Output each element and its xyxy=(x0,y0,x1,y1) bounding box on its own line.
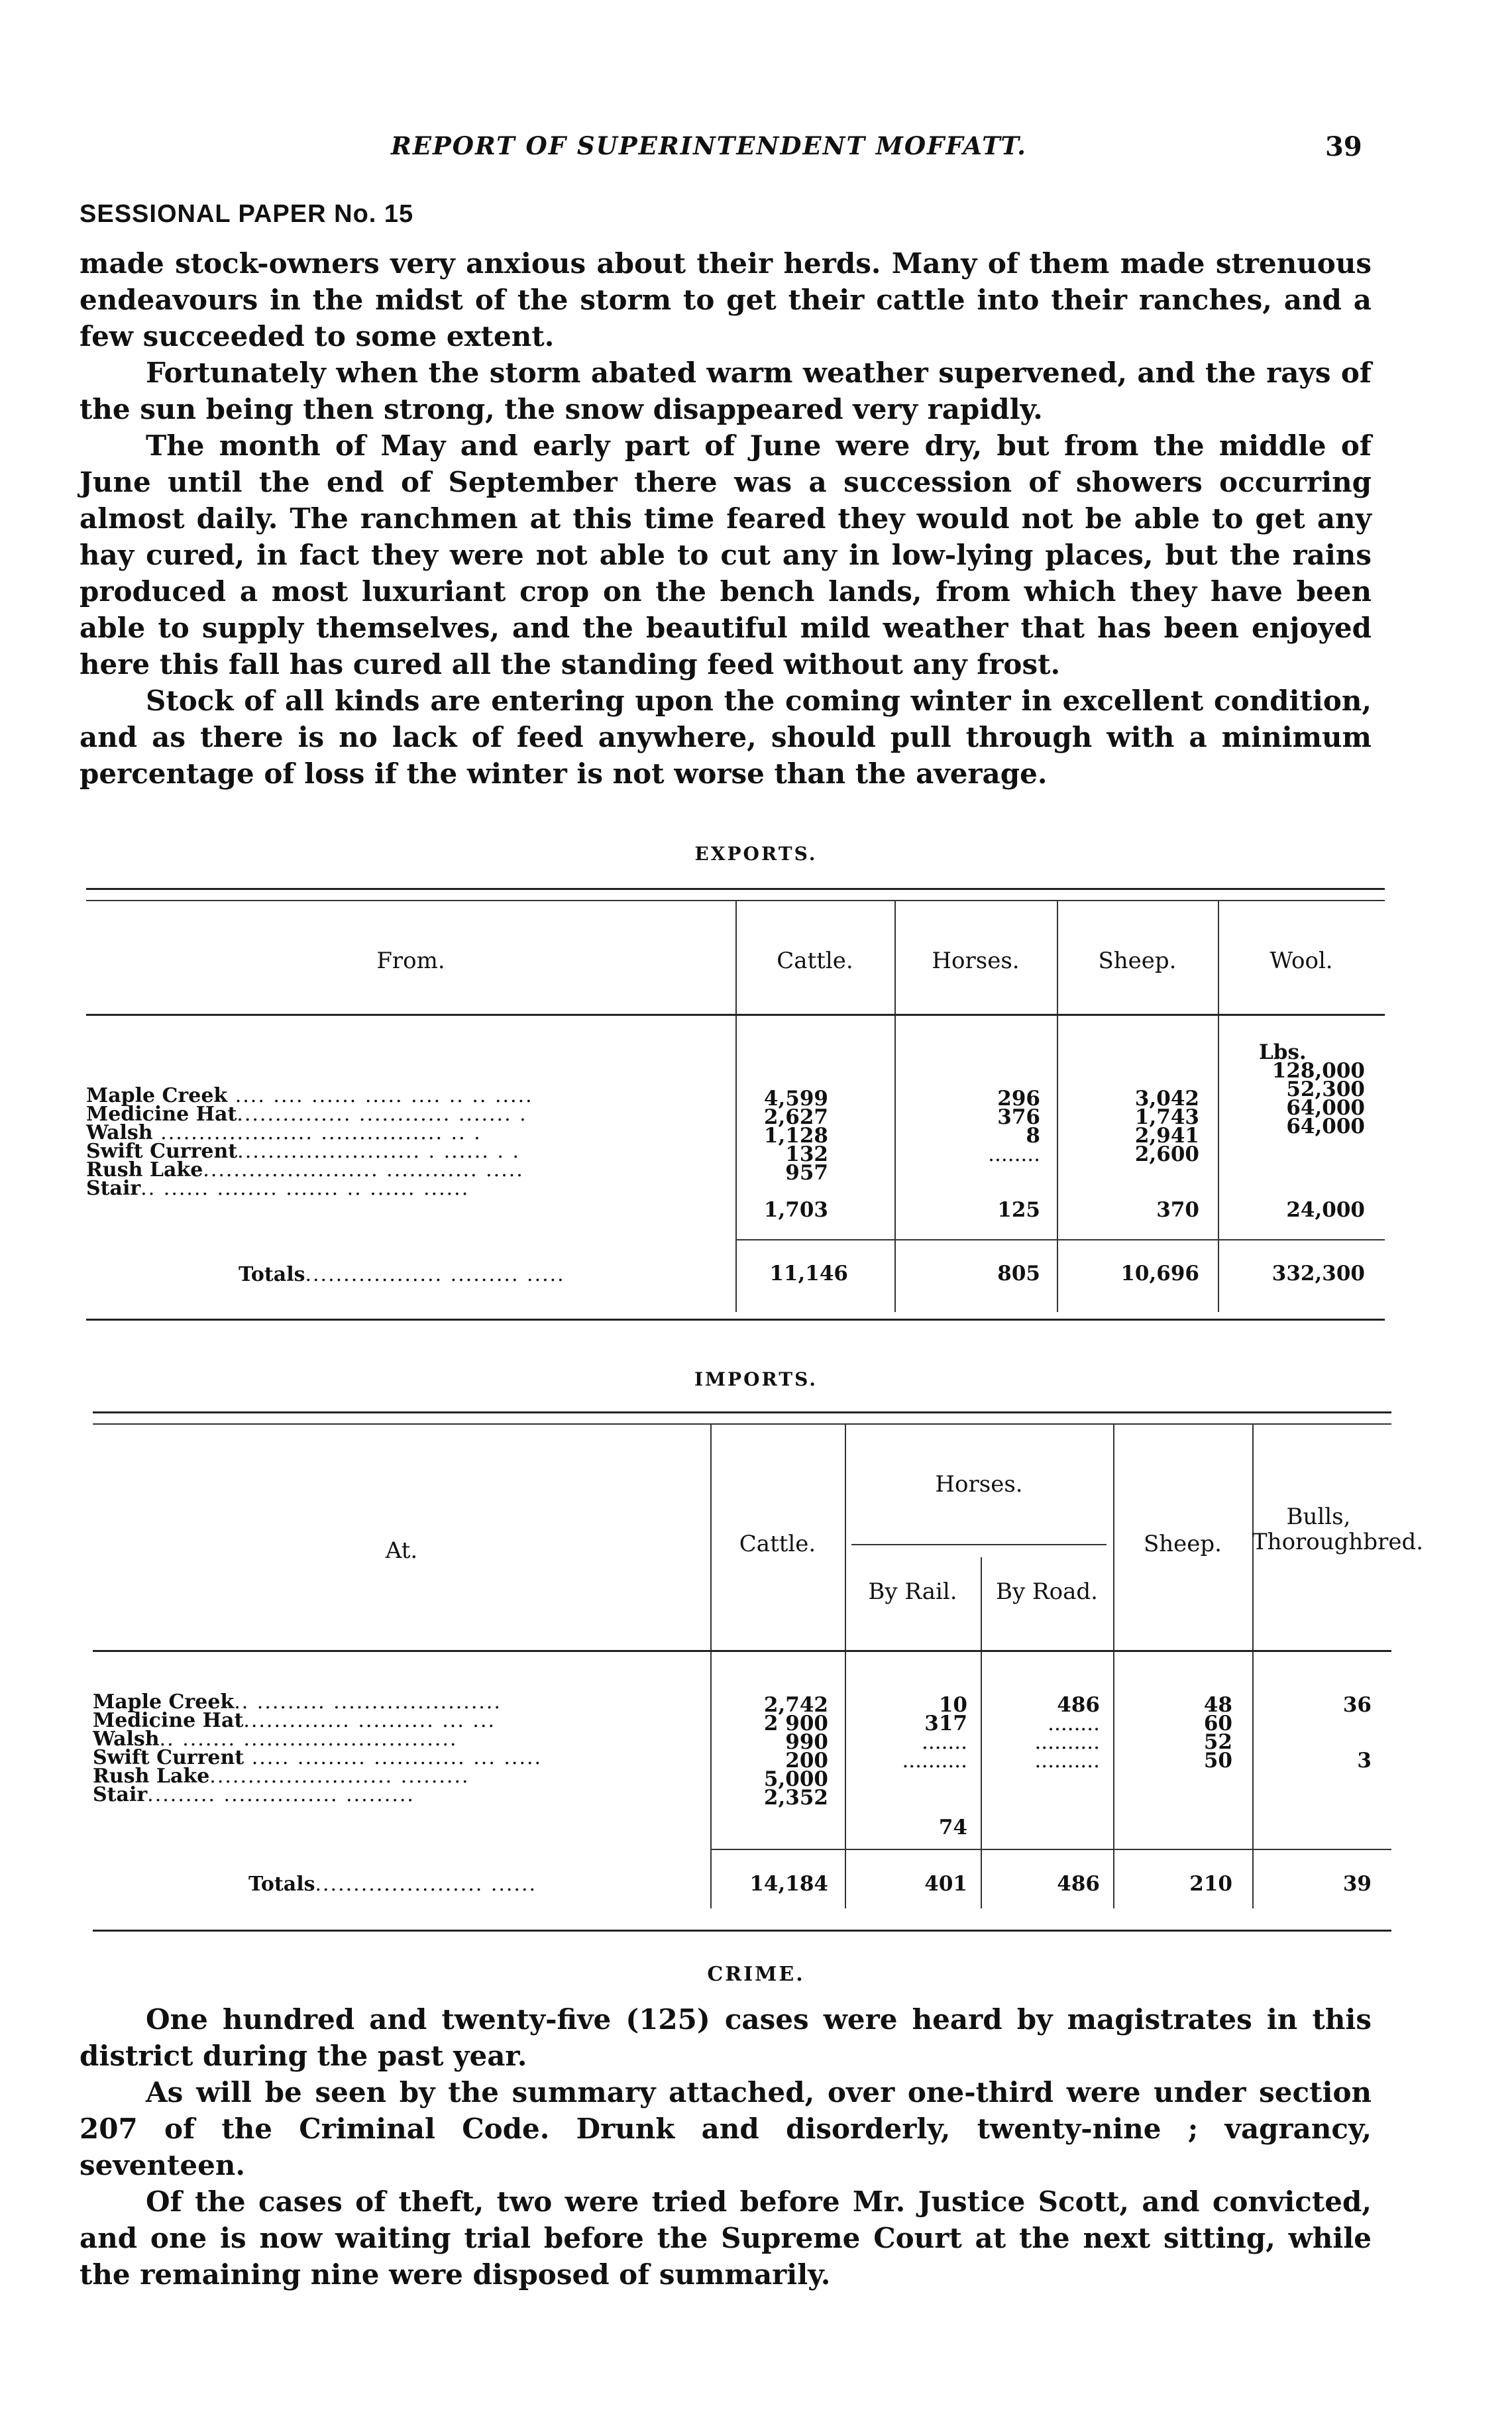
table-cell: 957 xyxy=(785,1161,828,1185)
table-cell: 376 xyxy=(997,1105,1040,1129)
paragraph: The month of May and early part of June were dry, but from the middle of June until the end of September there was a succession of showers occurring almost daily. The ranchmen at this time feared they would not be able to get any hay cured, in fact they were not able to cut any in low-lying places, but the rains produced a most luxuriant crop on the bench lands, from which they have been able to supply themselves, and the beautiful mild weather that has been enjoyed here this fall has cured all the standing feed without any frost. xyxy=(80,429,1372,681)
imports-title: IMPORTS. xyxy=(694,1368,818,1390)
table-cell: 1,743 xyxy=(1134,1105,1199,1129)
table-row-label: Medicine Hat.............. .......... ... ... xyxy=(93,1709,496,1732)
table-cell: 2 900 xyxy=(763,1712,828,1735)
table-cell: 317 xyxy=(924,1712,967,1735)
exports-total-horses: 805 xyxy=(997,1262,1040,1286)
table-cell: 74 xyxy=(938,1816,967,1839)
rule xyxy=(851,1544,1107,1545)
table-cell: ....... xyxy=(922,1730,967,1754)
exports-total-wool: 332,300 xyxy=(1271,1262,1365,1286)
imports-header-by-road: By Road. xyxy=(996,1578,1098,1605)
rule xyxy=(93,1650,1391,1652)
exports-header-wool: Wool. xyxy=(1269,948,1333,974)
table-cell: 370 xyxy=(1156,1198,1199,1222)
table-row-label: Walsh.. ....... ............................ xyxy=(93,1728,458,1751)
table-cell: 24,000 xyxy=(1286,1198,1365,1222)
paragraph: Of the cases of theft, two were tried before Mr. Justice Scott, and convicted, and one is now waiting trial before the Supreme Court at the next sitting, while the remaining nine were disposed of summarily. xyxy=(80,2185,1372,2291)
table-cell: 132 xyxy=(785,1142,828,1166)
table-cell: 8 xyxy=(1026,1124,1040,1148)
exports-header-sheep: Sheep. xyxy=(1098,948,1177,974)
paragraph: As will be seen by the summary attached, over one-third were under section 207 of the Criminal Code. Drunk and disorderly, twenty-nine ; vagrancy, seventeen. xyxy=(80,2076,1372,2181)
table-row-label: Medicine Hat............... ............ ....... . xyxy=(86,1103,527,1126)
paragraph: Stock of all kinds are entering upon the coming winter in excellent condition, and as there is no lack of feed anywhere, should pull through with a minimum percentage of loss if the winter is not worse than the average. xyxy=(80,685,1372,790)
page-number: 39 xyxy=(1325,131,1362,162)
table-cell: 3,042 xyxy=(1134,1087,1199,1111)
table-row-label: Walsh .................... ................ .. . xyxy=(86,1121,482,1144)
table-cell: 200 xyxy=(785,1749,828,1773)
table-row-label: Stair.. ...... ........ ....... .. ...... ...... xyxy=(86,1177,470,1200)
table-row-label: Rush Lake........................ ......... xyxy=(93,1765,470,1788)
imports-header-at: At. xyxy=(385,1537,418,1564)
exports-totals-label: Totals.................. ......... ..... xyxy=(239,1263,565,1286)
paragraph: One hundred and twenty-five (125) cases were heard by magistrates in this district during the past year. xyxy=(80,2003,1372,2072)
imports-header-horses: Horses. xyxy=(935,1471,1023,1498)
table-cell: 3 xyxy=(1357,1749,1372,1773)
table-cell: 1,128 xyxy=(763,1124,828,1148)
table-cell: 296 xyxy=(997,1087,1040,1111)
exports-total-cattle: 11,146 xyxy=(769,1262,848,1286)
table-row-label: Maple Creek .... .... ...... ..... .... .. .. ..... xyxy=(86,1084,533,1107)
table-cell: 125 xyxy=(997,1198,1040,1222)
table-row-label: Rush Lake....................... ............ ..... xyxy=(86,1158,524,1181)
imports-totals-label: Totals...................... ...... xyxy=(248,1873,537,1896)
exports-header-horses: Horses. xyxy=(932,948,1020,974)
table-cell: 64,000 xyxy=(1286,1096,1365,1120)
body-text-top xyxy=(80,245,1372,792)
imports-header-cattle: Cattle. xyxy=(739,1531,816,1557)
table-cell: 48 xyxy=(1203,1693,1232,1717)
imports-total-bulls: 39 xyxy=(1342,1872,1372,1896)
table-cell: 52 xyxy=(1203,1730,1232,1754)
table-cell: ........ xyxy=(988,1142,1040,1166)
rule xyxy=(710,1849,1391,1850)
table-cell: 2,941 xyxy=(1134,1124,1199,1148)
imports-total-rail: 401 xyxy=(924,1872,967,1896)
imports-header-bulls: Bulls, Thoroughbred. xyxy=(1252,1504,1424,1555)
imports-header-sheep: Sheep. xyxy=(1143,1531,1222,1557)
exports-total-sheep: 10,696 xyxy=(1120,1262,1199,1286)
exports-header-cattle: Cattle. xyxy=(777,948,853,974)
table-row-label: Maple Creek.. ......... ...................... xyxy=(93,1690,502,1714)
rule xyxy=(86,1014,1385,1016)
table-cell: 2,352 xyxy=(763,1786,828,1810)
imports-total-sheep: 210 xyxy=(1189,1872,1232,1896)
table-cell: .......... xyxy=(1034,1730,1100,1754)
rule xyxy=(86,888,1385,890)
rule xyxy=(93,1411,1391,1413)
exports-header-from: From. xyxy=(376,948,445,974)
rule xyxy=(93,1930,1391,1932)
rule xyxy=(93,1423,1391,1425)
sessional-paper-label: SESSIONAL PAPER No. 15 xyxy=(80,200,414,228)
table-cell: 64,000 xyxy=(1286,1115,1365,1138)
exports-wool-unit: Lbs. xyxy=(1259,1040,1307,1064)
column-divider xyxy=(981,1557,982,1908)
imports-total-road: 486 xyxy=(1057,1872,1100,1896)
column-divider xyxy=(710,1425,712,1908)
imports-header-by-rail: By Rail. xyxy=(868,1578,957,1605)
table-cell: 10 xyxy=(938,1693,967,1717)
table-cell: 5,000 xyxy=(763,1767,828,1791)
running-head xyxy=(0,131,1512,171)
table-cell: 990 xyxy=(785,1730,828,1754)
table-row-label: Stair......... ............... ......... xyxy=(93,1783,415,1806)
table-cell: 2,742 xyxy=(763,1693,828,1717)
table-cell: 2,627 xyxy=(763,1105,828,1129)
table-cell: 1,703 xyxy=(763,1198,828,1222)
paragraph: Fortunately when the storm abated warm weather supervened, and the rays of the sun being then strong, the snow disappeared very rapidly. xyxy=(80,357,1372,425)
table-row-label: Swift Current........................ . ...... . . xyxy=(86,1140,520,1163)
imports-total-cattle: 14,184 xyxy=(749,1872,828,1896)
table-cell: ........ xyxy=(1048,1712,1100,1735)
rule xyxy=(735,1239,1385,1240)
table-cell: .......... xyxy=(902,1749,967,1773)
table-cell: 60 xyxy=(1203,1712,1232,1735)
table-cell: 4,599 xyxy=(763,1087,828,1111)
table-cell: 486 xyxy=(1057,1693,1100,1717)
body-text-crime xyxy=(80,2001,1372,2293)
column-divider xyxy=(1113,1425,1114,1908)
table-cell: 50 xyxy=(1203,1749,1232,1773)
table-cell: 52,300 xyxy=(1286,1077,1365,1101)
crime-title: CRIME. xyxy=(707,1963,805,1986)
table-cell: .......... xyxy=(1034,1749,1100,1773)
table-cell: 128,000 xyxy=(1271,1059,1365,1083)
column-divider xyxy=(1252,1425,1254,1908)
running-title: REPORT OF SUPERINTENDENT MOFFATT. xyxy=(391,131,1027,160)
table-cell: 2,600 xyxy=(1134,1142,1199,1166)
rule xyxy=(86,1319,1385,1321)
table-row-label: Swift Current ..... ......... ............ ... ..... xyxy=(93,1746,543,1769)
exports-title: EXPORTS. xyxy=(694,843,818,865)
paragraph: made stock-owners very anxious about their herds. Many of them made strenuous endeavours in the midst of the storm to get their cattle into their ranches, and a few succeeded to some extent. xyxy=(80,247,1372,353)
table-cell: 36 xyxy=(1342,1693,1372,1717)
